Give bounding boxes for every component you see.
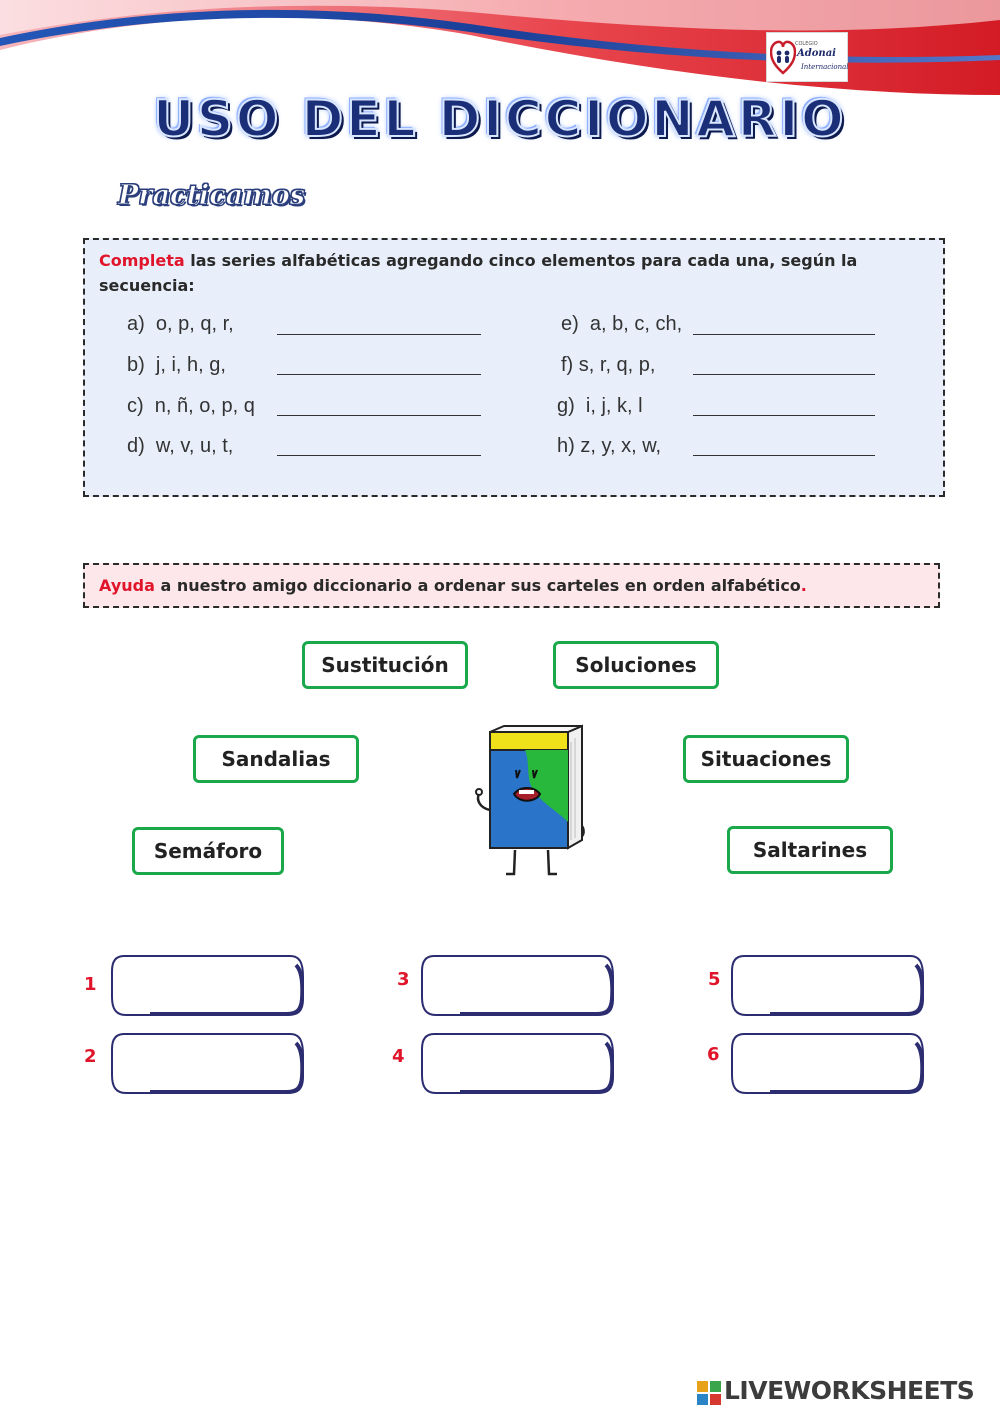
answer-line-b[interactable]: [277, 374, 481, 375]
instruction-text: las series alfabéticas agregando cinco elementos para cada una, según la secuencia:: [99, 251, 858, 295]
logo-subtitle: Internacional: [801, 63, 849, 71]
series-item-d: d) w, v, u, t,: [127, 435, 234, 457]
answer-line-e[interactable]: [693, 334, 875, 335]
dictionary-character-illustration: [470, 722, 590, 882]
slot-number-3: 3: [397, 969, 410, 990]
answer-line-f[interactable]: [693, 374, 875, 375]
logo-small-text: COLEGIO: [795, 41, 818, 47]
series-item-g: g) i, j, k, l: [557, 395, 643, 417]
slot-number-4: 4: [392, 1046, 405, 1067]
ordering-instruction-box: [83, 563, 940, 608]
series-item-e: e) a, b, c, ch,: [561, 313, 683, 335]
word-card-soluciones[interactable]: Soluciones: [553, 641, 719, 689]
answer-slot-3[interactable]: [420, 953, 614, 1017]
slot-number-2: 2: [84, 1046, 97, 1067]
slot-number-1: 1: [84, 974, 97, 995]
answer-slot-2[interactable]: [110, 1031, 304, 1095]
logo-name: Adonai: [797, 48, 836, 59]
page-title: USO DEL DICCIONARIO: [153, 90, 847, 148]
ordering-instruction: [99, 573, 919, 598]
series-item-a: a) o, p, q, r,: [127, 313, 234, 335]
answer-line-c[interactable]: [277, 415, 481, 416]
answer-slot-6[interactable]: [730, 1031, 924, 1095]
word-card-situaciones[interactable]: Situaciones: [683, 735, 849, 783]
answer-line-a[interactable]: [277, 334, 481, 335]
slot-number-6: 6: [707, 1044, 720, 1065]
answer-slot-1[interactable]: [110, 953, 304, 1017]
series-instruction: [99, 248, 899, 298]
instruction-period: .: [800, 576, 807, 595]
answer-line-d[interactable]: [277, 455, 481, 456]
answer-line-g[interactable]: [693, 415, 875, 416]
heart-logo-icon: [770, 39, 796, 75]
instruction-keyword: Ayuda: [99, 576, 155, 595]
answer-line-h[interactable]: [693, 455, 875, 456]
series-item-h: h) z, y, x, w,: [557, 435, 662, 457]
series-item-c: c) n, ñ, o, p, q: [127, 395, 255, 417]
word-card-saltarines[interactable]: Saltarines: [727, 826, 893, 874]
instruction-text: a nuestro amigo diccionario a ordenar sus carteles en orden alfabético: [154, 576, 801, 595]
series-item-f: f) s, r, q, p,: [561, 354, 656, 376]
series-item-b: b) j, i, h, g,: [127, 354, 226, 376]
slot-number-5: 5: [708, 969, 721, 990]
school-logo: [766, 32, 848, 82]
word-card-semaforo[interactable]: Semáforo: [132, 827, 284, 875]
section-subtitle: Practicamos: [118, 180, 305, 211]
word-card-sandalias[interactable]: Sandalias: [193, 735, 359, 783]
word-card-sustitucion[interactable]: Sustitución: [302, 641, 468, 689]
liveworksheets-logo-icon: [697, 1381, 721, 1405]
instruction-keyword: Completa: [99, 251, 185, 270]
answer-slot-4[interactable]: [420, 1031, 614, 1095]
answer-slot-5[interactable]: [730, 953, 924, 1017]
liveworksheets-brand: [697, 1376, 997, 1410]
series-exercise-box: [83, 238, 945, 497]
brand-text: LIVEWORKSHEETS: [724, 1376, 975, 1405]
